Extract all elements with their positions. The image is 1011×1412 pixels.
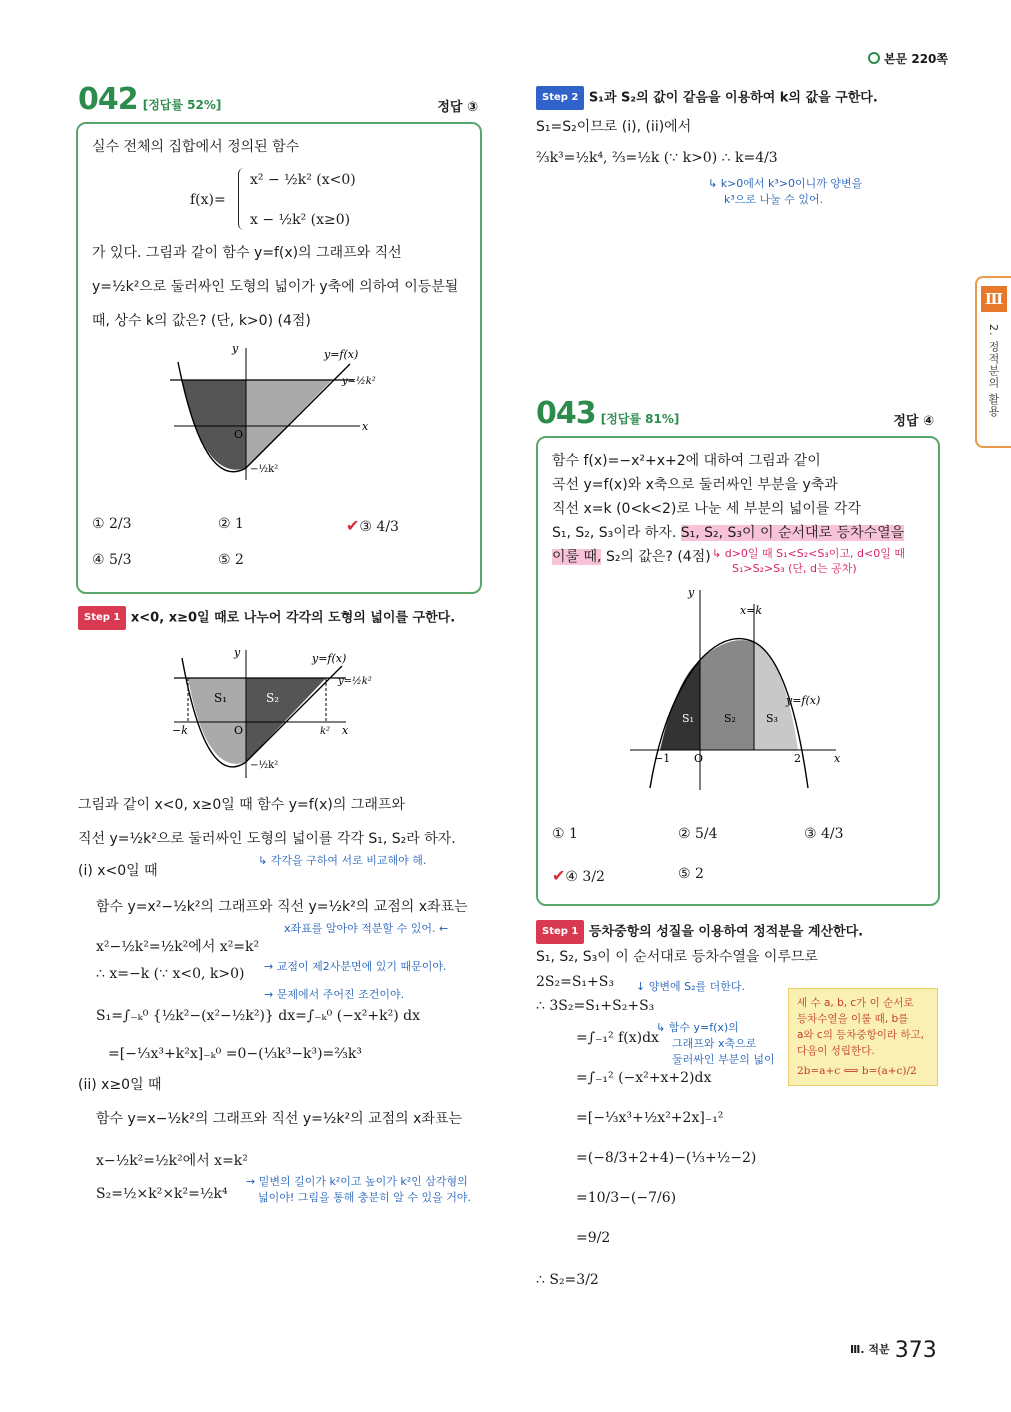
question-line: S₁, S₂, S₃이라 하자. S₁, S₂, S₃이 이 순서대로 등차수열을 bbox=[552, 525, 905, 541]
note: ↳ 각각을 구하여 서로 비교해야 해. bbox=[258, 854, 427, 867]
piece-2: x − ½k² (x≥0) bbox=[250, 212, 351, 228]
sol-text: 직선 y=½k²으로 둘러싸인 도형의 넓이를 각각 S₁, S₂라 하자. bbox=[78, 831, 456, 847]
function-label: f(x)= bbox=[190, 192, 226, 208]
arrow-icon: → bbox=[264, 960, 277, 973]
problem-number: 043 bbox=[536, 396, 596, 431]
section-label: 2. 정적분의 활용 bbox=[987, 324, 1000, 418]
axis-label-y: y bbox=[232, 342, 239, 355]
brace bbox=[238, 168, 247, 230]
question-line: 이룰 때, S₂의 값은? (4점) bbox=[552, 549, 711, 565]
choice-2[interactable]: ② 1 bbox=[218, 516, 244, 532]
origin-label: O bbox=[234, 428, 244, 441]
axis-label-x: x bbox=[362, 420, 369, 433]
line-label: y=½k² bbox=[338, 676, 372, 687]
sol-line: ∴ S₂=3/2 bbox=[536, 1272, 599, 1288]
axis-label-x: x bbox=[834, 752, 841, 765]
sol-line: =[−⅓x³+½x²+2x]₋₁² bbox=[576, 1110, 724, 1126]
s2-region bbox=[700, 640, 754, 750]
fx-label: y=f(x) bbox=[312, 652, 347, 665]
step-badge: Step 1 bbox=[536, 920, 584, 944]
arrow-icon: → bbox=[246, 1175, 259, 1188]
s2-label: S₂ bbox=[266, 691, 280, 705]
sol-line: =9/2 bbox=[576, 1230, 611, 1246]
step1-043 bbox=[536, 920, 863, 944]
s1-label: S₁ bbox=[214, 691, 228, 705]
minus1-label: −1 bbox=[654, 752, 671, 765]
problem-042-box bbox=[76, 122, 482, 594]
xk-label: x=k bbox=[740, 604, 763, 617]
sol-line: x−½k²=½k²에서 x=k² bbox=[96, 1153, 248, 1169]
choice-5[interactable]: ⑤ 2 bbox=[218, 552, 244, 568]
step-badge: Step 2 bbox=[536, 86, 584, 110]
arrow-icon: ← bbox=[435, 922, 449, 935]
fx-label: y=f(x) bbox=[324, 348, 359, 361]
problem-042-header bbox=[78, 82, 480, 118]
choice-5[interactable]: ⑤ 2 bbox=[678, 866, 704, 882]
chapter-roman: Ⅲ bbox=[981, 286, 1007, 312]
problem-043-header bbox=[536, 396, 936, 432]
page-ref: 본문 220쪽 bbox=[868, 50, 948, 67]
circle-icon bbox=[868, 52, 880, 64]
page-number: 373 bbox=[894, 1338, 937, 1363]
chapter-side-tab[interactable] bbox=[975, 276, 1011, 448]
question-line: 함수 f(x)=−x²+x+2에 대하여 그림과 같이 bbox=[552, 453, 821, 469]
problem-043-box bbox=[536, 436, 940, 906]
choice-4[interactable]: ✔④ 3/2 bbox=[552, 866, 605, 885]
s1-region bbox=[660, 660, 700, 750]
tip-box: 세 수 a, b, c가 이 순서로 등차수열을 이룰 때, b를 a와 c의 등차중항이라 하고, 다음이 성립한다. 2b=a+c ⟺ b=(a+c)/2 bbox=[788, 988, 938, 1086]
s3-label: S₃ bbox=[766, 712, 778, 725]
question-line: 직선 x=k (0<k<2)로 나눈 세 부분의 넓이를 각각 bbox=[552, 501, 861, 517]
sol-line: S₂=½×k²×k²=½k⁴ bbox=[96, 1186, 228, 1202]
note: ↓ 양변에 S₂를 더한다. bbox=[636, 980, 745, 993]
choice-3[interactable]: ③ 4/3 bbox=[804, 826, 844, 842]
check-icon: ✔ bbox=[552, 866, 566, 885]
problem-number: 042 bbox=[78, 82, 138, 117]
step2-line: ⅔k³=½k⁴, ⅔=½k (∵ k>0) ∴ k=4/3 bbox=[536, 150, 778, 166]
question-line: 실수 전체의 집합에서 정의된 함수 bbox=[92, 139, 300, 155]
choice-2[interactable]: ② 5/4 bbox=[678, 826, 718, 842]
step-title: S₁과 S₂의 값이 같음을 이용하여 k의 값을 구한다. bbox=[588, 90, 878, 106]
step-badge: Step 1 bbox=[78, 606, 126, 630]
two-label: 2 bbox=[794, 752, 801, 765]
highlight: 이룰 때, bbox=[552, 549, 602, 565]
sol-line: =10/3−(−7/6) bbox=[576, 1190, 677, 1206]
sol-line: S₁, S₂, S₃이 이 순서대로 등차수열을 이루므로 bbox=[536, 949, 818, 965]
sol-line: 함수 y=x²−½k²의 그래프와 직선 y=½k²의 교점의 x좌표는 bbox=[96, 899, 468, 915]
choice-3[interactable]: ✔③ 4/3 bbox=[346, 516, 399, 535]
arrow-icon: → bbox=[264, 988, 277, 1001]
axis-label-y: y bbox=[234, 646, 241, 659]
sol-line: 2S₂=S₁+S₃ bbox=[536, 974, 614, 990]
note: → 교점이 제2사분면에 있기 때문이야. bbox=[264, 960, 447, 973]
axis-label-y: y bbox=[688, 586, 695, 599]
sol-line: 함수 y=x−½k²의 그래프와 직선 y=½k²의 교점의 x좌표는 bbox=[96, 1111, 462, 1127]
graph-042-solution bbox=[166, 644, 372, 780]
step-title: 등차중항의 성질을 이용하여 정적분을 계산한다. bbox=[588, 924, 864, 940]
origin-label: O bbox=[694, 752, 704, 765]
minus-k-label: −k bbox=[172, 724, 188, 737]
chapter-label: Ⅲ. 적분 bbox=[850, 1343, 890, 1356]
origin-label: O bbox=[234, 724, 244, 737]
sol-text: 그림과 같이 x<0, x≥0일 때 함수 y=f(x)의 그래프와 bbox=[78, 797, 405, 813]
k2-label: k² bbox=[320, 726, 331, 737]
highlight: S₁, S₂, S₃이 이 순서대로 등차수열을 bbox=[680, 525, 905, 541]
note: ↳ k>0에서 k³>0이니까 양변을 k³으로 나눌 수 있어. bbox=[708, 177, 863, 206]
question-line: y=½k²으로 둘러싸인 도형의 넓이가 y축에 의하여 이등분될 bbox=[92, 279, 459, 295]
check-icon: ✔ bbox=[346, 516, 360, 535]
step-title: x<0, x≥0일 때로 나누어 각각의 도형의 넓이를 구한다. bbox=[130, 610, 456, 626]
note: ↳ 함수 y=f(x)의 그래프와 x축으로 둘러싸인 부분의 넓이 bbox=[656, 1021, 775, 1066]
s1-label: S₁ bbox=[682, 712, 694, 725]
arrow-icon: ↳ bbox=[258, 854, 271, 867]
neg-label: −½k² bbox=[250, 760, 279, 771]
question-line: 가 있다. 그림과 같이 함수 y=f(x)의 그래프와 직선 bbox=[92, 245, 402, 261]
sol-line: ∴ 3S₂=S₁+S₂+S₃ bbox=[536, 998, 655, 1014]
s2-label: S₂ bbox=[724, 712, 736, 725]
footer bbox=[850, 1338, 937, 1363]
sol-line: =∫₋₁² f(x)dx bbox=[576, 1030, 659, 1046]
note: → 문제에서 주어진 조건이야. bbox=[264, 988, 405, 1001]
arrow-icon: ↳ bbox=[708, 177, 721, 190]
shaded-region-left bbox=[182, 380, 246, 470]
pink-note: ↳ d>0일 때 S₁<S₂<S₃이고, d<0일 때 S₁>S₂>S₃ (단, d는 공차) bbox=[712, 547, 905, 575]
choice-1[interactable]: ① 2/3 bbox=[92, 516, 132, 532]
arrow-icon: ↓ bbox=[636, 980, 649, 993]
sol-line: S₁=∫₋ₖ⁰ {½k²−(x²−½k²)} dx=∫₋ₖ⁰ (−x²+k²) dx bbox=[96, 1008, 421, 1024]
sol-line: ∴ x=−k (∵ x<0, k>0) bbox=[96, 966, 245, 982]
question-line: 곡선 y=f(x)와 x축으로 둘러싸인 부분을 y축과 bbox=[552, 477, 838, 493]
correct-rate: [정답률 81%] bbox=[600, 412, 680, 426]
choice-1[interactable]: ① 1 bbox=[552, 826, 578, 842]
fx-label: y=f(x) bbox=[786, 694, 821, 707]
case-i: (i) x<0일 때 bbox=[78, 863, 158, 879]
arrow-icon: ↳ bbox=[712, 547, 725, 560]
sol-line: =∫₋₁² (−x²+x+2)dx bbox=[576, 1070, 712, 1086]
step2-line: S₁=S₂이므로 (i), (ii)에서 bbox=[536, 119, 692, 135]
correct-rate: [정답률 52%] bbox=[142, 98, 222, 112]
step1-042 bbox=[78, 606, 455, 630]
sol-line: =(−8/3+2+4)−(⅓+½−2) bbox=[576, 1150, 757, 1166]
sol-line: x²−½k²=½k²에서 x²=k² bbox=[96, 939, 260, 955]
note: → 밑변의 길이가 k²이고 높이가 k²인 삼각형의 넓이야! 그림을 통해 충분히 알 수 있을 거야. bbox=[246, 1175, 472, 1204]
neg-label: −½k² bbox=[250, 464, 279, 475]
step2 bbox=[536, 86, 878, 110]
question-line: 때, 상수 k의 값은? (단, k>0) (4점) bbox=[92, 313, 311, 329]
axis-label-x: x bbox=[342, 724, 349, 737]
case-ii: (ii) x≥0일 때 bbox=[78, 1077, 162, 1093]
graph-043 bbox=[624, 584, 854, 794]
choice-4[interactable]: ④ 5/3 bbox=[92, 552, 132, 568]
answer-label: 정답 ④ bbox=[893, 414, 934, 429]
sol-line: =[−⅓x³+k²x]₋ₖ⁰ =0−(⅓k³−k³)=⅔k³ bbox=[108, 1046, 362, 1062]
answer-label: 정답 ③ bbox=[437, 100, 478, 115]
note: x좌표를 알아야 적분할 수 있어. ← bbox=[284, 922, 449, 935]
arrow-icon: ↳ bbox=[656, 1021, 669, 1034]
graph-042 bbox=[164, 342, 394, 482]
line-label: y=½k² bbox=[342, 376, 376, 387]
piece-1: x² − ½k² (x<0) bbox=[250, 172, 356, 188]
